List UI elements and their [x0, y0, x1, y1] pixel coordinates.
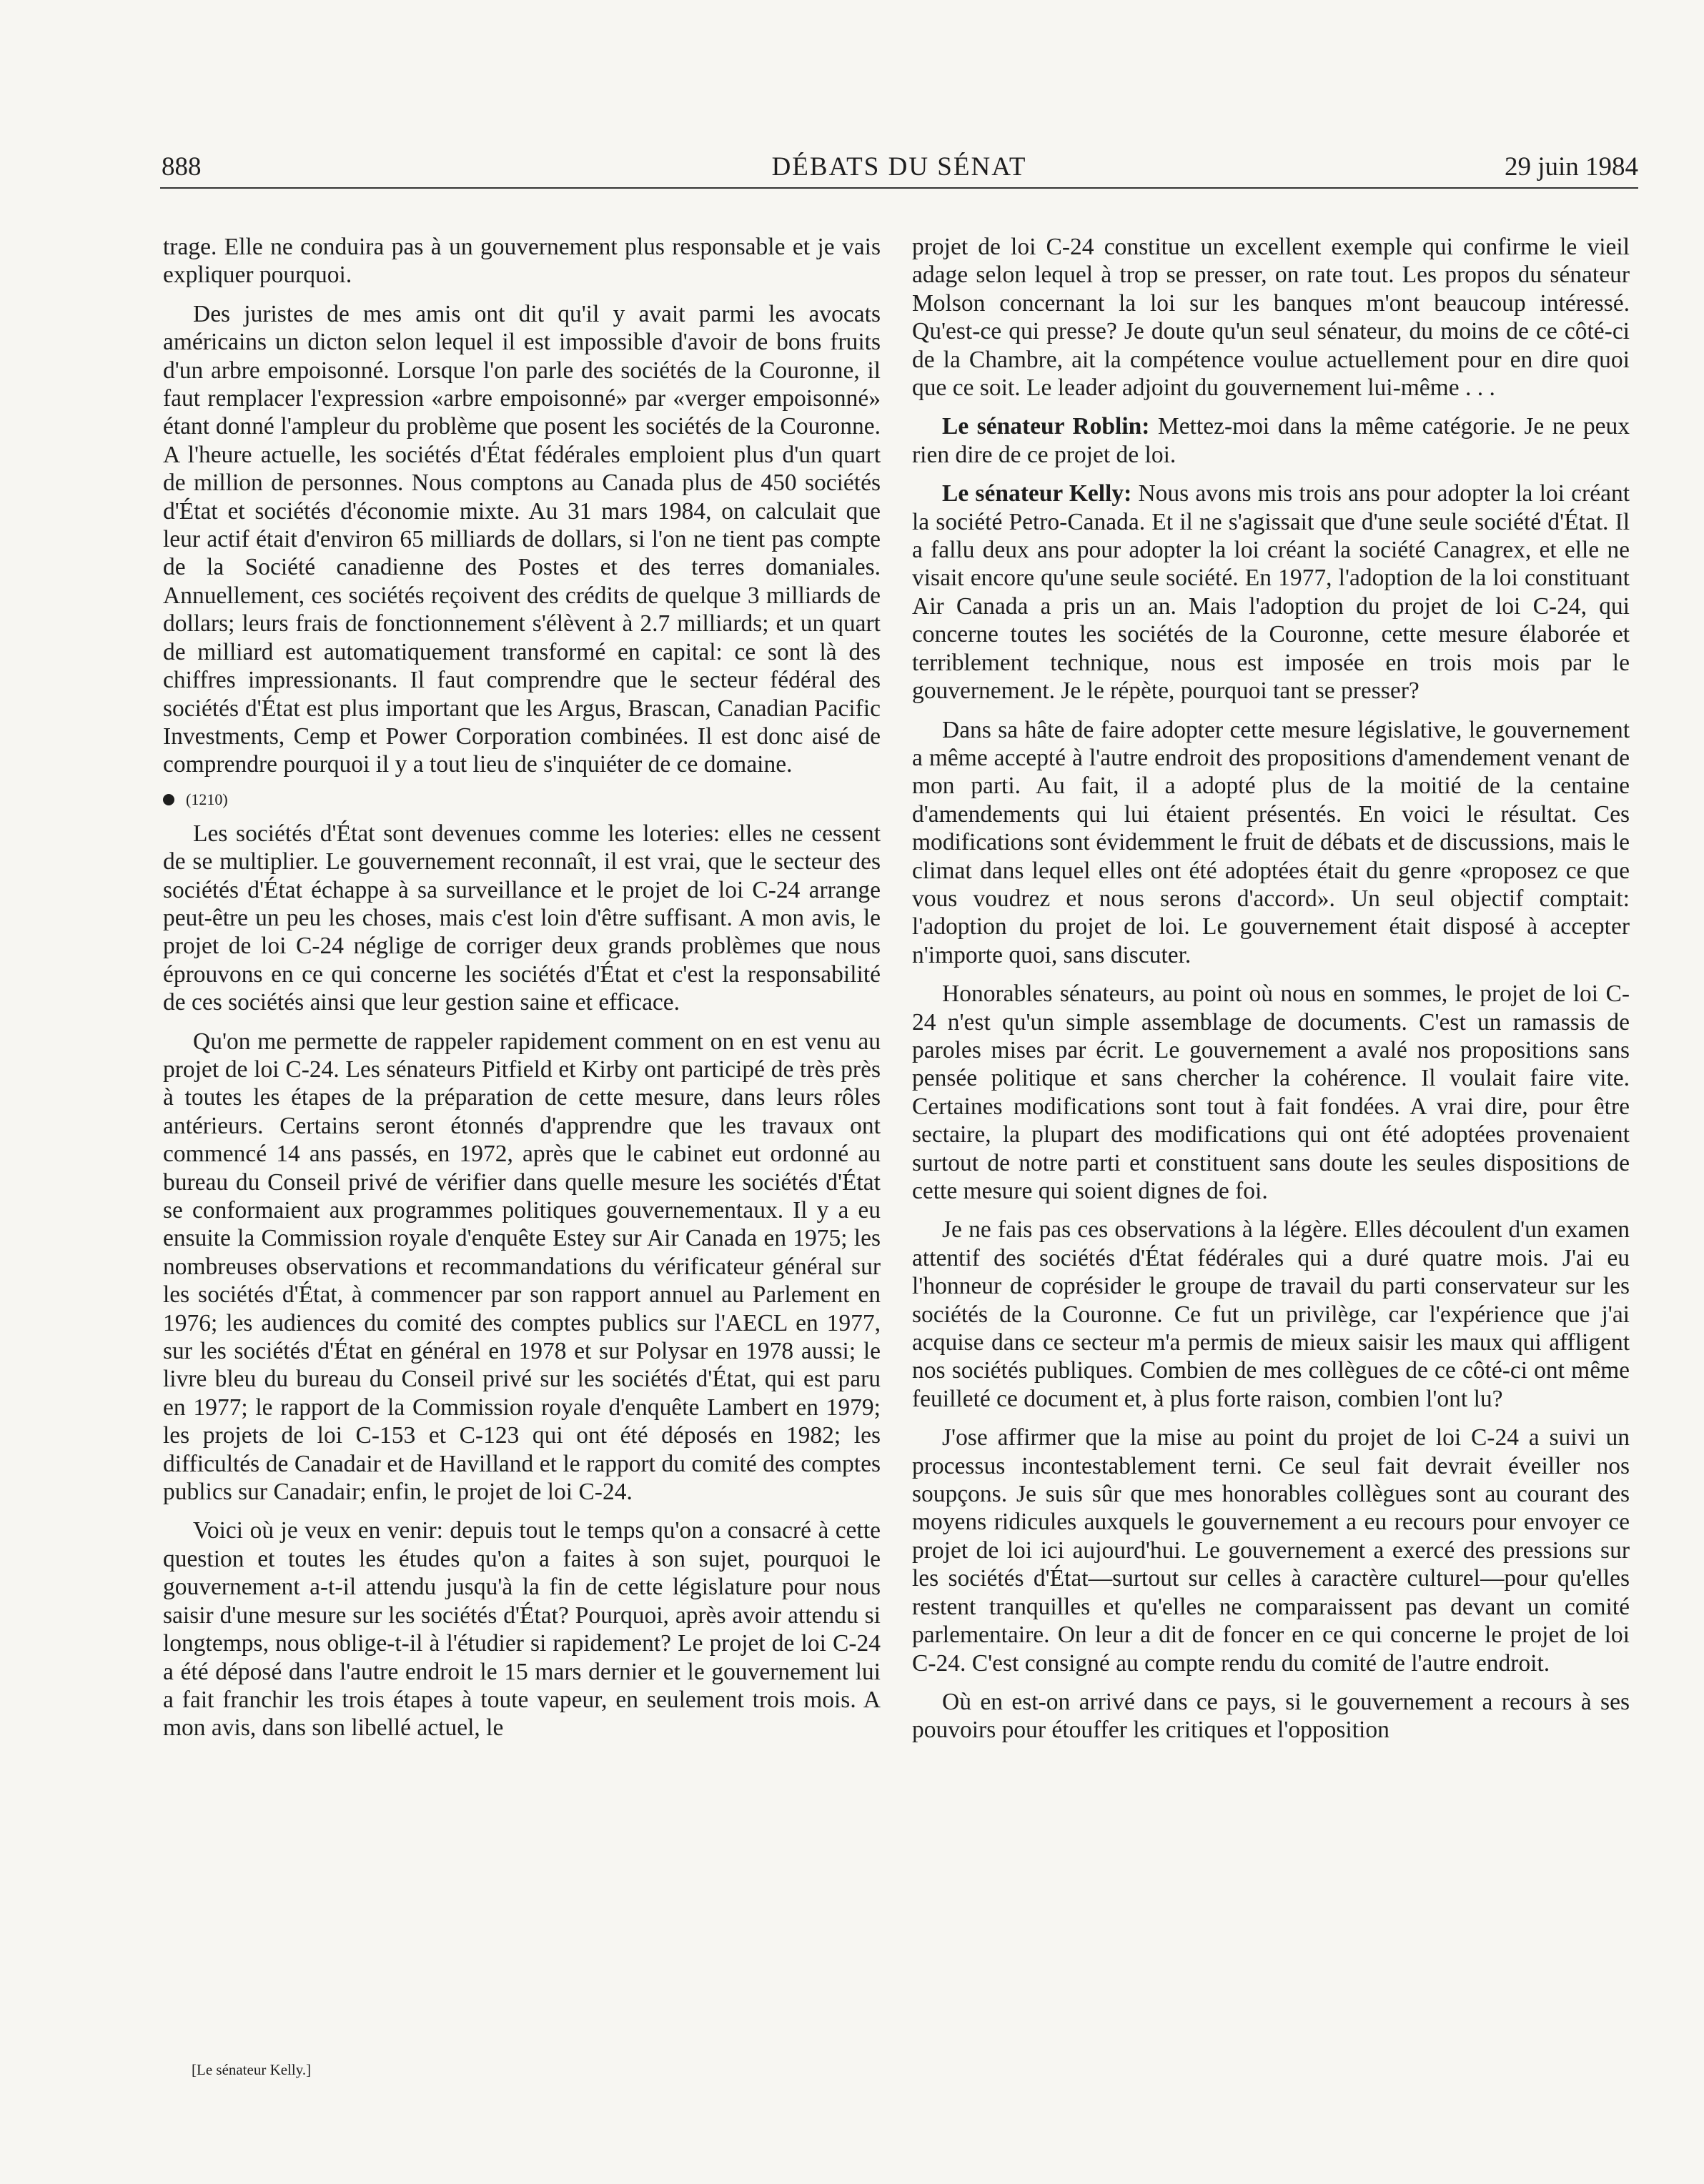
speaker-name: Le sénateur Roblin: [942, 413, 1150, 440]
page-number: 888 [162, 152, 202, 182]
speaker-footnote: [Le sénateur Kelly.] [192, 2061, 312, 2078]
paragraph: Les sociétés d'État sont devenues comme les loteries: elles ne cessent de se multiplier. Le gouvernement reconnaît, il est vrai, que le secteur des sociétés d'État échappe à sa surveillance et le projet de loi C-24 arrange peut-être un peu les choses, mais c'est loin d'être suffisant. A mon avis, le projet de loi C-24 néglige de corriger deux grands problèmes que nous éprouvons en ce qui concerne les sociétés d'État et c'est la responsabilité de ces sociétés ainsi que leur gestion saine et efficace. [163, 820, 881, 1016]
speech-kelly [912, 480, 1630, 705]
paragraph: projet de loi C-24 constitue un excellent exemple qui confirme le vieil adage selon lequel à trop se presser, on rate tout. Les propos du sénateur Molson concernant la loi sur les banques m'ont beaucoup intéressé. Qu'est-ce qui presse? Je doute qu'un seul sénateur, du moins de ce côté-ci de la Chambre, ait la compétence voulue actuellement pour en dire quoi que ce soit. Le leader adjoint du gouvernement lui-même . . . [912, 234, 1630, 402]
time-marker [163, 790, 881, 810]
paragraph: Qu'on me permette de rappeler rapidement comment on en est venu au projet de loi C-24. Les sénateurs Pitfield et Kirby ont participé de très près à toutes les étapes de la préparation de cette mesure, dans leurs rôles antérieurs. Certains seront étonnés d'apprendre que les travaux ont commencé 14 ans passés, en 1972, après que le cabinet eut ordonné au bureau du Conseil privé de vérifier dans quelle mesure les sociétés d'État se conformaient aux programmes politiques gouvernementaux. Il y a eu ensuite la Commission royale d'enquête Estey sur Air Canada en 1975; les nombreuses observations et recommandations du vérificateur général sur les sociétés d'État, à commencer par son rapport annuel au Parlement en 1976; les audiences du comité des comptes publics sur l'AECL en 1977, sur les sociétés d'État en général en 1978 et sur Polysar en 1978 aussi; le livre bleu du bureau du Conseil privé sur les sociétés d'État, qui est paru en 1977; le rapport de la Commission royale d'enquête Lambert en 1979; les projets de loi C-153 et C-123 qui ont été déposés en 1982; les difficultés de Canadair et de Havilland et le rapport du comité des comptes publics sur Canadair; enfin, le projet de loi C-24. [163, 1028, 881, 1506]
time-marker-label: (1210) [186, 790, 228, 808]
paragraph: trage. Elle ne conduira pas à un gouvernement plus responsable et je vais expliquer pourquoi. [163, 234, 881, 289]
paragraph: Voici où je veux en venir: depuis tout le temps qu'on a consacré à cette question et toutes les études qu'on a faites à son sujet, pourquoi le gouvernement a-t-il attendu jusqu'à la fin de cette législature pour nous saisir d'une mesure sur les sociétés d'État? Pourquoi, après avoir attendu si longtemps, nous oblige-t-il à l'étudier si rapidement? Le projet de loi C-24 a été déposé dans l'autre endroit le 15 mars dernier et le gouvernement lui a fait franchir les trois étapes à toute vapeur, en seulement trois mois. A mon avis, dans son libellé actuel, le [163, 1517, 881, 1742]
page-date: 29 juin 1984 [1504, 152, 1638, 182]
paragraph: Dans sa hâte de faire adopter cette mesure législative, le gouvernement a même accepté à l'autre endroit des propositions d'amendement venant de mon parti. Au fait, il a adopté plus de la moitié de la centaine d'amendements qui lui étaient présentés. En voici le résultat. Ces modifications sont évidemment le fruit de débats et de discussions, mais le climat dans lequel elles ont été adoptées était du genre «proposez ce que vous voudrez et nous serons d'accord». Un seul objectif comptait: l'adoption du projet de loi. Le gouvernement était disposé à accepter n'importe quoi, sans discuter. [912, 716, 1630, 968]
running-title: DÉBATS DU SÉNAT [771, 152, 1027, 182]
bullet-icon [163, 794, 174, 805]
speech-text: Nous avons mis trois ans pour adopter la loi créant la société Petro-Canada. Et il ne s'agissait que d'une seule société d'État. Il a fallu deux ans pour adopter la loi créant la société Canagrex, et elle ne visait encore qu'une seule société. En 1977, l'adoption de la loi constituant Air Canada a pris un an. Mais l'adoption du projet de loi C-24, qui concerne toutes les sociétés de la Couronne, cette mesure élaborée et terriblement technique, nous est imposée en trois mois par le gouvernement. Je le répète, pourquoi tant se presser? [912, 480, 1630, 705]
speech-roblin [912, 412, 1630, 469]
right-column [912, 233, 1630, 1755]
paragraph: J'ose affirmer que la mise au point du projet de loi C-24 a suivi un processus incontestablement terni. Ce seul fait devrait éveiller nos soupçons. Je suis sûr que mes honorables collègues sont au courant des moyens ridicules auxquels le gouvernement a eu recours pour envoyer ce projet de loi ici aujourd'hui. Le gouvernement a exercé des pressions sur les sociétés d'État—surtout sur celles à caractère culturel—pour qu'elles restent tranquilles et qu'elles ne comparaissent pas devant un comité parlementaire. On leur a dit de foncer en ce qui concerne le projet de loi C-24. C'est consigné au compte rendu du comité de l'autre endroit. [912, 1424, 1630, 1677]
page-header [160, 147, 1638, 189]
speaker-name: Le sénateur Kelly: [942, 480, 1132, 507]
paragraph: Des juristes de mes amis ont dit qu'il y avait parmi les avocats américains un dicton selon lequel il est impossible d'avoir de bons fruits d'un arbre empoisonné. Lorsque l'on parle des sociétés de la Couronne, il faut remplacer l'expression «arbre empoisonné» par «verger empoisonné» étant donné l'ampleur du problème que posent les sociétés de la Couronne. A l'heure actuelle, les sociétés d'État fédérales emploient plus d'un quart de million de personnes. Nous comptons au Canada plus de 450 sociétés d'État et sociétés d'économie mixte. Au 31 mars 1984, on calculait que leur actif était d'environ 65 milliards de dollars, si l'on ne tient pas compte de la Société canadienne des Postes et des terres domaniales. Annuellement, ces sociétés reçoivent des crédits de quelque 3 milliards de dollars; leurs frais de fonctionnement s'élèvent à 2.7 milliards; et un quart de milliard est automatiquement transformé en capital: ce sont là des chiffres impressionants. Il faut comprendre que le secteur fédéral des sociétés d'État est plus important que les Argus, Brascan, Canadian Pacific Investments, Cemp et Power Corporation combinées. Il est donc aisé de comprendre pourquoi il y a tout lieu de s'inquiéter de ce domaine. [163, 300, 881, 778]
left-column [163, 233, 881, 1753]
paragraph: Où en est-on arrivé dans ce pays, si le gouvernement a recours à ses pouvoirs pour étouffer les critiques et l'opposition [912, 1688, 1630, 1744]
paragraph: Honorables sénateurs, au point où nous en sommes, le projet de loi C-24 n'est qu'un simple assemblage de documents. C'est un ramassis de paroles mises par écrit. Le gouvernement a avalé nos propositions sans pensée politique et sans chercher la cohérence. Il voulait faire vite. Certaines modifications sont tout à fait fondées. A vrai dire, pour être sectaire, la plupart des modifications qui ont été adoptées provenaient surtout de notre parti et constituent sans doute les seules dispositions de cette mesure qui soient dignes de foi. [912, 981, 1630, 1204]
speech-text: Mettez-moi dans la même catégorie. Je ne peux rien dire de ce projet de loi. [912, 413, 1630, 468]
paragraph: Je ne fais pas ces observations à la légère. Elles découlent d'un examen attentif des sociétés d'État fédérales qui a duré quatre mois. J'ai eu l'honneur de coprésider le groupe de travail du parti conservateur sur les sociétés de la Couronne. Ce fut un privilège, car l'expérience que j'ai acquise dans ce secteur m'a permis de mieux saisir les maux qui affligent nos sociétés publiques. Combien de mes collègues de ce côté-ci ont même feuilleté ce document et, à plus forte raison, combien l'ont lu? [912, 1216, 1630, 1412]
